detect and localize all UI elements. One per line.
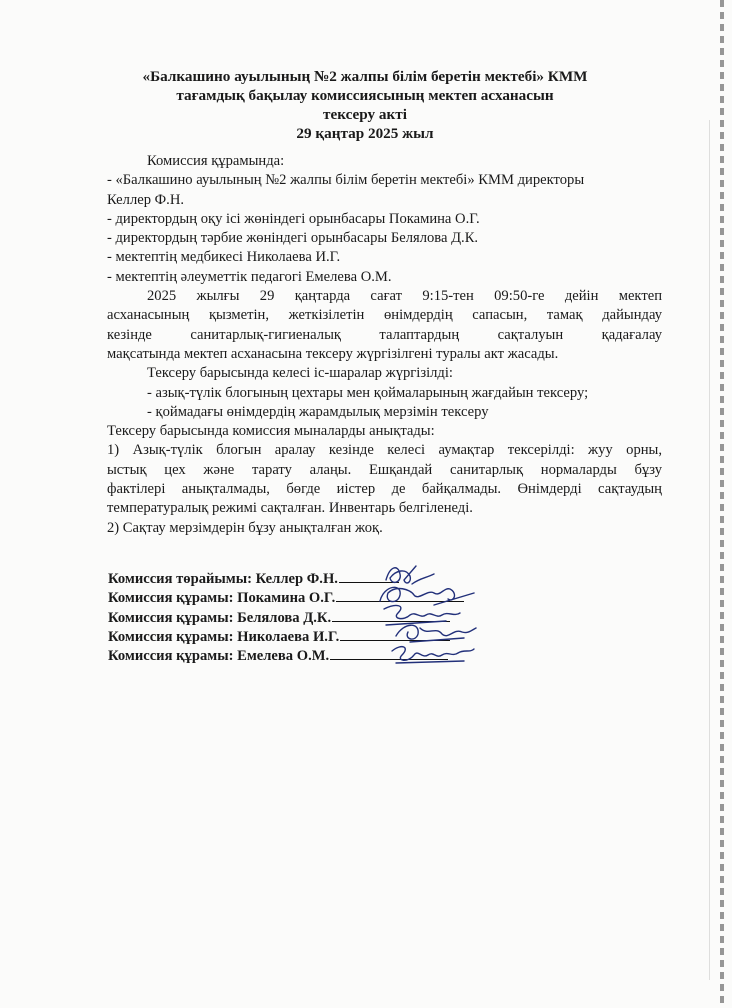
handwritten-signature-icon [384, 637, 480, 671]
scan-edge [720, 0, 724, 1008]
finding-item: 2) Сақтау мерзімдерін бұзу анықталған жоқ. [107, 519, 383, 536]
document-date: 29 қаңтар 2025 жыл [296, 125, 434, 142]
signature-label: Комиссия құрамы: Емелева О.М. [108, 648, 330, 665]
title-line: «Балкашино ауылының №2 жалпы білім беретін мектебі» КММ [142, 68, 588, 85]
member-item: - «Балкашино ауылының №2 жалпы білім беретін мектебі» КММ директоры [107, 172, 585, 189]
member-item: - мектептің әлеуметтік педагогі Емелева О.М. [107, 268, 392, 285]
member-item: Келлер Ф.Н. [107, 191, 185, 208]
scan-edge-line [709, 120, 710, 980]
signature-label: Комиссия құрамы: Николаева И.Г. [108, 628, 340, 645]
finding-line: фактілері анықталмады, бөгде иістер де байқалмады. Өнімдерді сақтаудың [107, 481, 662, 498]
composition-header: Комиссия құрамында: [147, 153, 285, 169]
activity-item: - азық-түлік блогының цехтары мен қоймаларының жағдайын тексеру; [147, 384, 589, 401]
title-line: тағамдық бақылау комиссиясының мектеп асханасын [176, 87, 554, 104]
paragraph-line: 2025 жылғы 29 қаңтарда сағат 9:15-тен 09:50-ге дейін мектеп [147, 288, 662, 305]
signature-label: Комиссия құрамы: Белялова Д.К. [108, 609, 332, 626]
finding-line: температуралық режимі сақталған. Инвентарь белгіленеді. [107, 500, 473, 517]
signature-row [108, 609, 548, 628]
signature-row [108, 589, 548, 608]
title-line: тексеру акті [323, 106, 407, 123]
document-body [107, 152, 662, 538]
member-item: - директордың тәрбие жөніндегі орынбасары Белялова Д.К. [107, 230, 479, 247]
signature-row [108, 647, 548, 666]
activity-item: - қоймадағы өнімдердің жарамдылық мерзімін тексеру [147, 403, 489, 420]
findings-header: Тексеру барысында комиссия мыналарды анықтады: [107, 423, 435, 440]
member-item: - мектептің медбикесі Николаева И.Г. [107, 249, 341, 266]
signature-row [108, 628, 548, 647]
document-title [100, 67, 630, 143]
activities-header: Тексеру барысында келесі іс-шаралар жүргізілді: [147, 365, 453, 382]
signature-label: Комиссия төрайымы: Келлер Ф.Н. [108, 571, 338, 587]
signature-label: Комиссия құрамы: Покамина О.Г. [108, 590, 336, 607]
member-item: - директордың оқу ісі жөніндегі орынбасары Покамина О.Г. [107, 210, 480, 227]
signatures-block [108, 570, 548, 666]
finding-line: 1) Азық-түлік блогын аралау кезінде келесі аумақтар тексерілді: жуу орны, [107, 442, 662, 459]
paragraph-line: асханасының қызметін, жеткізілетін өнімдердің сапасын, тамақ дайындау [107, 307, 662, 324]
paragraph-line: мақсатында мектеп асханасына тексеру жүргізілгені туралы акт жасады. [107, 345, 559, 362]
paragraph-line: кезінде санитарлық-гигиеналық талаптардың сақталуын қадағалау [107, 326, 662, 343]
finding-line: ыстық цех және тарату алаңы. Ешқандай санитарлық нормаларды бұзу [107, 461, 662, 478]
